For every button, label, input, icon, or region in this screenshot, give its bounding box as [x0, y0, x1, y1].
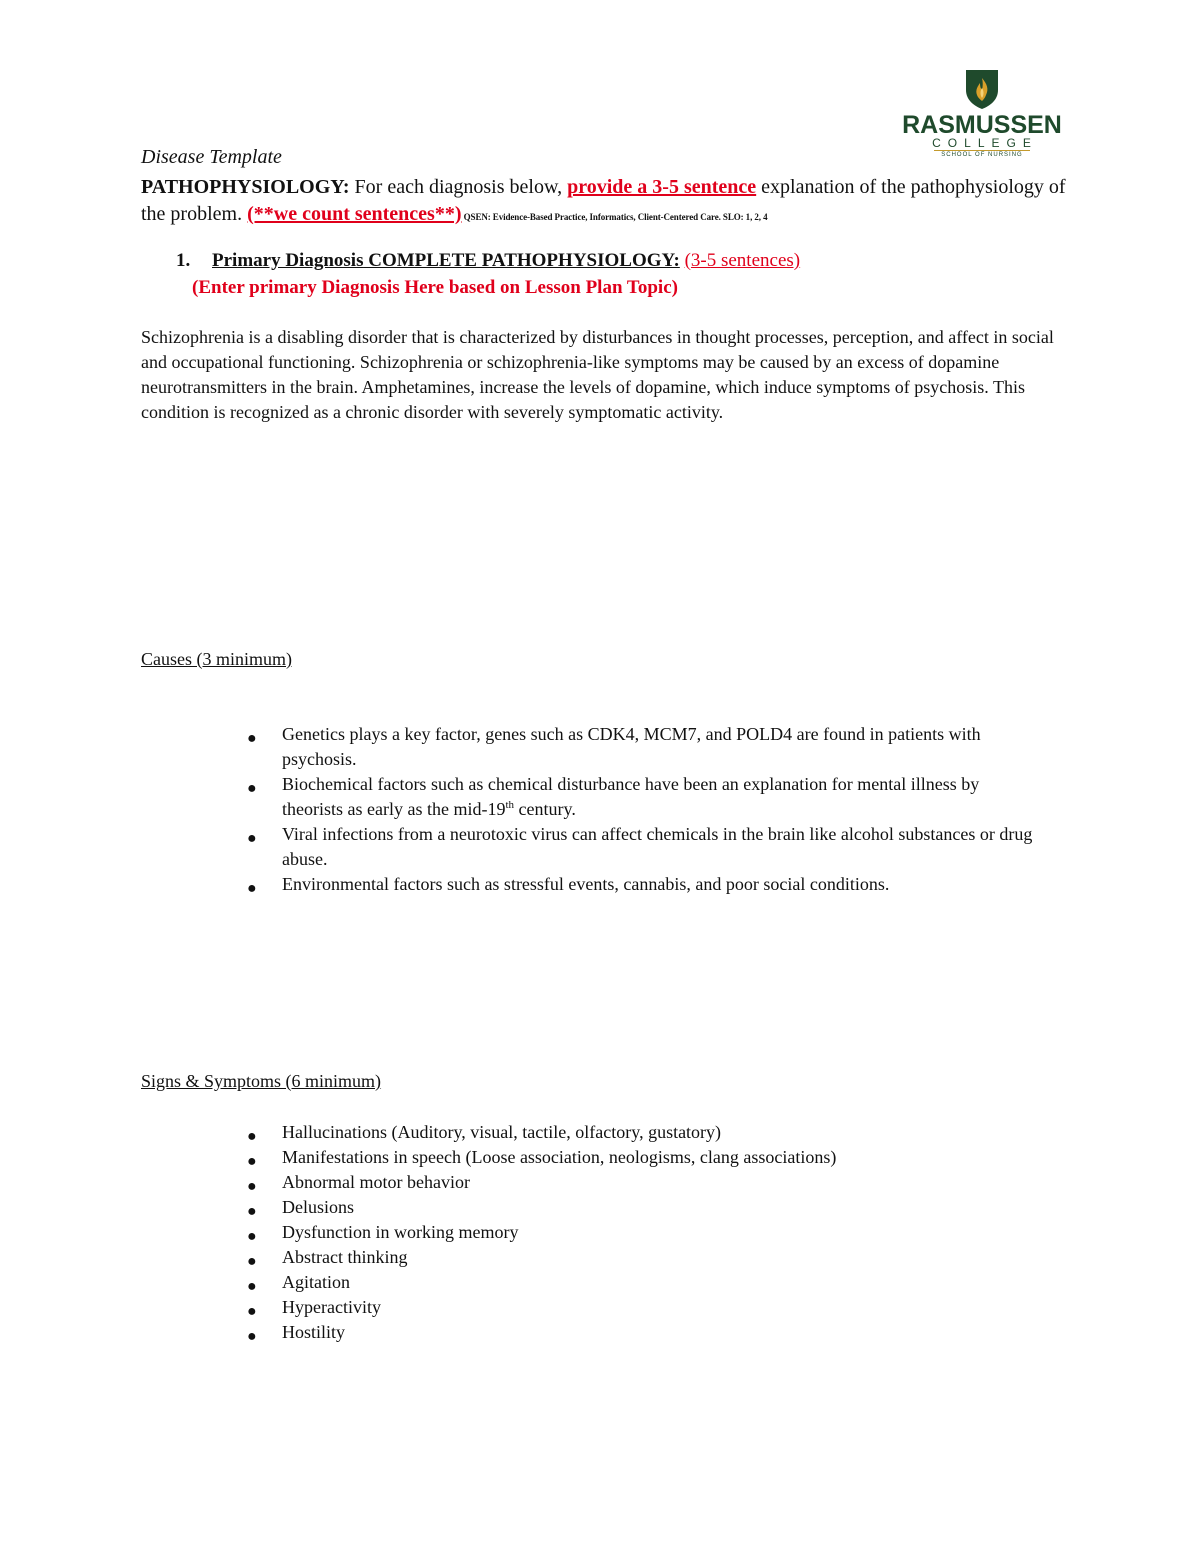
symptoms-heading: Signs & Symptoms (6 minimum)	[141, 1071, 382, 1091]
list-item: ● Hostility	[141, 1320, 1041, 1345]
patho-label: PATHOPHYSIOLOGY:	[141, 176, 350, 198]
qsen-note: QSEN: Evidence-Based Practice, Informatics, Client-Centered Care. SLO: 1, 2, 4	[461, 212, 768, 222]
logo-name: RASMUSSEN	[902, 111, 1062, 139]
symptoms-list	[141, 1120, 1041, 1345]
bullet-icon: ●	[247, 780, 257, 797]
bullet-icon: ●	[247, 730, 257, 747]
primary-instruction: (Enter primary Diagnosis Here based on Lesson Plan Topic)	[192, 277, 678, 298]
list-item: ● Environmental factors such as stressful events, cannabis, and poor social conditions.	[141, 872, 1041, 897]
bullet-icon: ●	[247, 1278, 257, 1295]
bullet-icon: ●	[247, 1178, 257, 1195]
causes-list	[141, 722, 1041, 897]
logo-college: COLLEGE	[932, 136, 1038, 150]
pathophysiology-paragraph: Schizophrenia is a disabling disorder that is characterized by disturbances in thought processes, perception, and affect in social and occupational functioning. Schizophrenia or schizophrenia-like symptoms may be caused by an excess of dopamine neurotransmitters in the brain. Amphetamines, increase the levels of dopamine, which induce symptoms of psychosis. This condition is recognized as a chronic disorder with severely symptomatic activity.	[141, 327, 1054, 422]
list-item: ● Abstract thinking	[141, 1245, 1041, 1270]
pathophysiology-instructions	[141, 174, 1071, 231]
primary-label: Primary Diagnosis	[212, 250, 364, 271]
list-item: ● Abnormal motor behavior	[141, 1170, 1041, 1195]
list-item: ● Manifestations in speech (Loose association, neologisms, clang associations)	[141, 1145, 1041, 1170]
patho-text-2: explanation of the pathophysiology of the problem.	[141, 176, 1066, 225]
list-item: ● Viral infections from a neurotoxic virus can affect chemicals in the brain like alcohol substances or drug abuse.	[247, 824, 1033, 869]
bullet-icon: ●	[247, 1128, 257, 1145]
bullet-icon: ●	[247, 1153, 257, 1170]
primary-label-rest: COMPLETE PATHOPHYSIOLOGY:	[363, 250, 680, 271]
bullet-icon: ●	[247, 880, 257, 897]
bullet-icon: ●	[247, 1203, 257, 1220]
list-item: ● Genetics plays a key factor, genes such as CDK4, MCM7, and POLD4 are found in patients with psychosis.	[247, 724, 981, 769]
patho-emphasis: provide a 3-5 sentence	[567, 176, 757, 198]
logo-school: SCHOOL OF NURSING	[941, 152, 1023, 158]
bullet-icon: ●	[247, 1228, 257, 1245]
document-title: Disease Template	[141, 146, 282, 168]
causes-heading: Causes (3 minimum)	[141, 649, 292, 669]
list-item: ● Hallucinations (Auditory, visual, tactile, olfactory, gustatory)	[141, 1120, 1041, 1145]
count-note: (**we count sentences**)	[247, 203, 462, 225]
bullet-icon: ●	[247, 1253, 257, 1270]
primary-sentences: (3-5 sentences)	[684, 250, 801, 271]
list-item: ● Biochemical factors such as chemical disturbance have been an explanation for mental illness by theorists as early as the mid-19th century.	[247, 774, 980, 819]
list-item: ● Delusions	[141, 1195, 1041, 1220]
shield-flame-icon	[964, 68, 1000, 110]
patho-text-1: For each diagnosis below,	[349, 176, 568, 198]
bullet-icon: ●	[247, 1303, 257, 1320]
list-item: ● Agitation	[141, 1270, 1041, 1295]
list-item: ● Hyperactivity	[141, 1295, 1041, 1320]
bullet-icon: ●	[247, 1328, 257, 1345]
bullet-icon: ●	[247, 830, 257, 847]
rasmussen-logo	[902, 68, 1062, 174]
primary-diagnosis-heading	[176, 250, 800, 272]
list-item: ● Dysfunction in working memory	[141, 1220, 1041, 1245]
primary-number: 1.	[176, 250, 191, 271]
